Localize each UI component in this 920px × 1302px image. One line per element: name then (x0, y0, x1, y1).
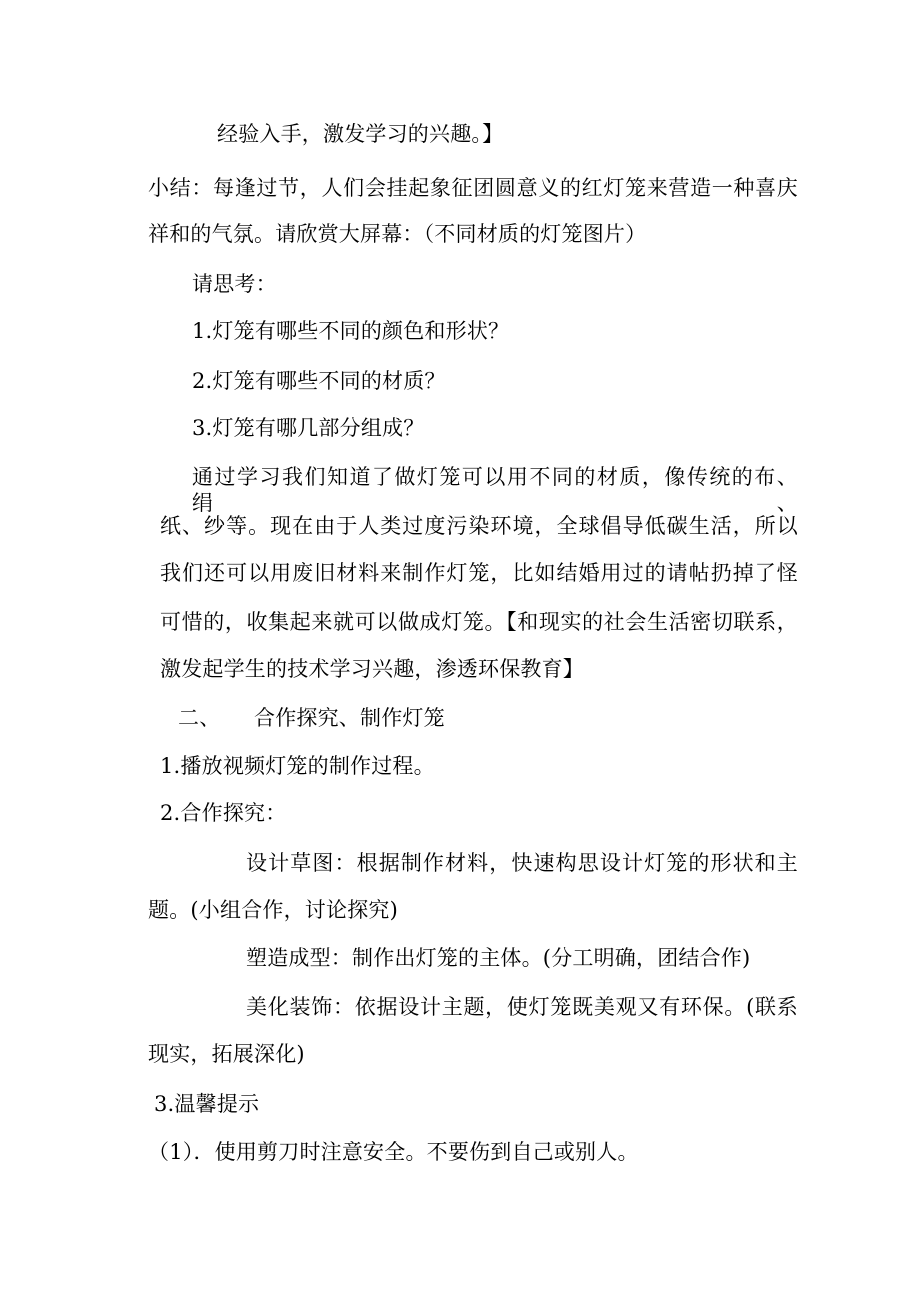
text-line: 塑造成型：制作出灯笼的主体。(分工明确，团结合作) (246, 946, 751, 970)
text-line: 可惜的，收集起来就可以做成灯笼。【和现实的社会生活密切联系， (160, 610, 798, 634)
text-line: 纸、纱等。现在由于人类过度污染环境，全球倡导低碳生活，所以 (160, 514, 798, 538)
text-line: 经验入手，激发学习的兴趣。】 (217, 122, 504, 146)
list-item: 1.播放视频灯笼的制作过程。 (160, 754, 435, 778)
list-item: 3.灯笼有哪几部分组成？ (192, 416, 425, 440)
text-line: 通过学习我们知道了做灯笼可以用不同的材质，像传统的布、绢、 (192, 465, 798, 515)
text-line: 祥和的气氛。请欣赏大屏幕：（不同材质的灯笼图片） (148, 222, 647, 246)
text-line: 请思考： (192, 272, 277, 296)
text-line: 激发起学生的技术学习兴趣，渗透环保教育】 (160, 657, 584, 681)
list-item: 1.灯笼有哪些不同的颜色和形状？ (192, 319, 510, 343)
list-item: （1）．使用剪刀时注意安全。不要伤到自己或别人。 (148, 1140, 639, 1164)
list-item: 2.灯笼有哪些不同的材质？ (192, 369, 446, 393)
text-line: 题。(小组合作，讨论探究) (148, 898, 398, 922)
section-number: 二、 (178, 706, 221, 730)
section-heading: 合作探究、制作灯笼 (254, 706, 445, 730)
list-item: 3.温馨提示 (154, 1092, 260, 1116)
list-item: 2.合作探究： (160, 801, 287, 825)
text-line: 美化装饰：依据设计主题，使灯笼既美观又有环保。(联系 (246, 995, 798, 1019)
text-line: 设计草图：根据制作材料，快速构思设计灯笼的形状和主 (246, 851, 798, 875)
text-line: 我们还可以用废旧材料来制作灯笼，比如结婚用过的请帖扔掉了怪 (160, 561, 798, 585)
text-line: 小结：每逢过节，人们会挂起象征团圆意义的红灯笼来营造一种喜庆 (148, 176, 798, 200)
text-line: 现实，拓展深化) (148, 1042, 305, 1066)
